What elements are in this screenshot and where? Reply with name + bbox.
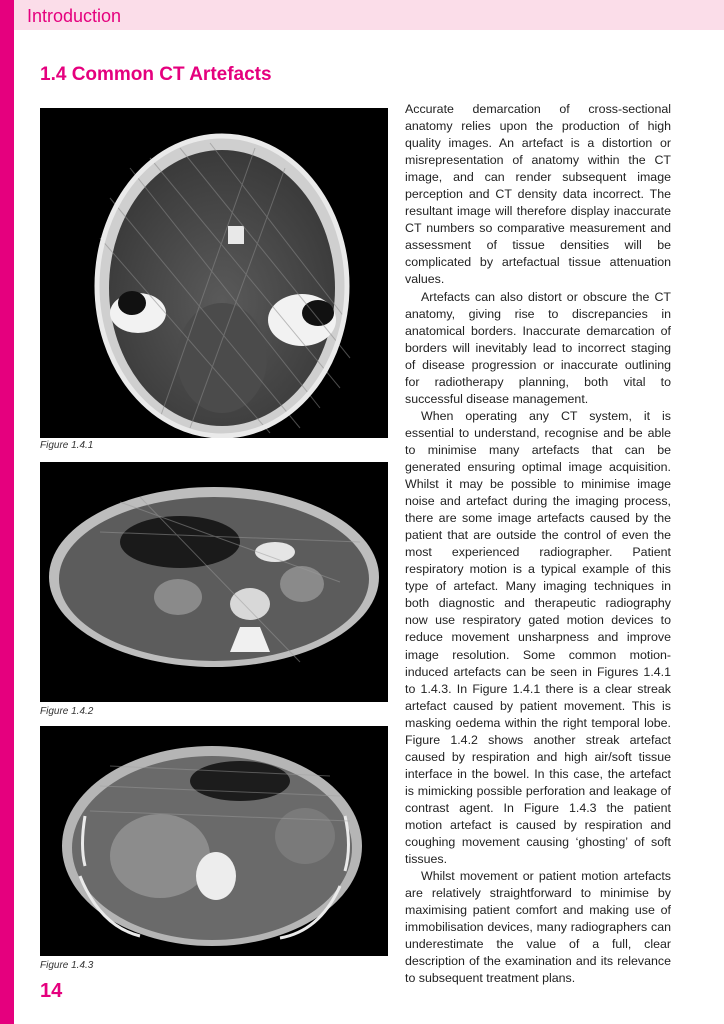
figure-1-4-2-caption: Figure 1.4.2 (40, 706, 94, 717)
left-accent-bar (0, 0, 14, 1024)
figure-1-4-1-image (40, 108, 388, 438)
body-text (405, 101, 671, 987)
figure-1-4-3-image (40, 726, 388, 956)
paragraph-3: When operating any CT system, it is essential to understand, recognise and be able to minimise many artefacts that can be generated ensuring optimal image acquisition. Whilst it may be possible to minimise image noise and artefact during the imaging process, there are some image artefacts caused by the patient that are outside the control of even the most experienced radiographer. Patient respiratory motion is a typical example of this type of artefact. Many imaging techniques in both diagnostic and therapeutic radiography now use respiratory gated motion devices to reduce movement unsharpness and improve image resolution. Some common motion-induced artefacts can be seen in Figures 1.4.1 to 1.4.3. In Figure 1.4.1 there is a clear streak artefact caused by patient movement. This is masking oedema within the right temporal lobe. Figure 1.4.2 shows another streak artefact caused by respiration and high air/soft tissue interface in the bowel. In this case, the artefact is mimicking possible perforation and leakage of contrast agent. In Figure 1.4.3 the patient motion artefact is caused by respiration and coughing movement causing ‘ghosting’ of soft tissues. (405, 408, 671, 867)
figure-1-4-1-caption: Figure 1.4.1 (40, 440, 94, 451)
figure-1-4-3-caption: Figure 1.4.3 (40, 960, 94, 971)
section-title: 1.4 Common CT Artefacts (40, 64, 272, 85)
page-number: 14 (40, 980, 63, 1002)
paragraph-1: Accurate demarcation of cross-sectional anatomy relies upon the production of high quality images. An artefact is a distortion or misrepresentation of anatomy within the CT image, and can render subsequent image perception and CT density data incorrect. The resultant image will therefore display inaccurate CT numbers so comparative measurement and assessment of tissue densities will be complicated by artefactual tissue attenuation values. (405, 102, 671, 287)
figure-1-4-2-image (40, 462, 388, 702)
paragraph-4: Whilst movement or patient motion artefacts are relatively straightforward to minimise by maximising patient comfort and making use of immobilisation devices, many radiographers can underestimate the value of a full, clear description of the examination and its relevance to subsequent treatment plans. (405, 869, 671, 986)
running-header-title: Introduction (27, 6, 122, 26)
paragraph-2: Artefacts can also distort or obscure the CT anatomy, giving rise to discrepancies in anatomical borders. Inaccurate demarcation of borders will inevitably lead to incorrect staging of disease progression or inaccurate outlining for radiotherapy planning, both vital to successful disease management. (405, 289, 671, 406)
